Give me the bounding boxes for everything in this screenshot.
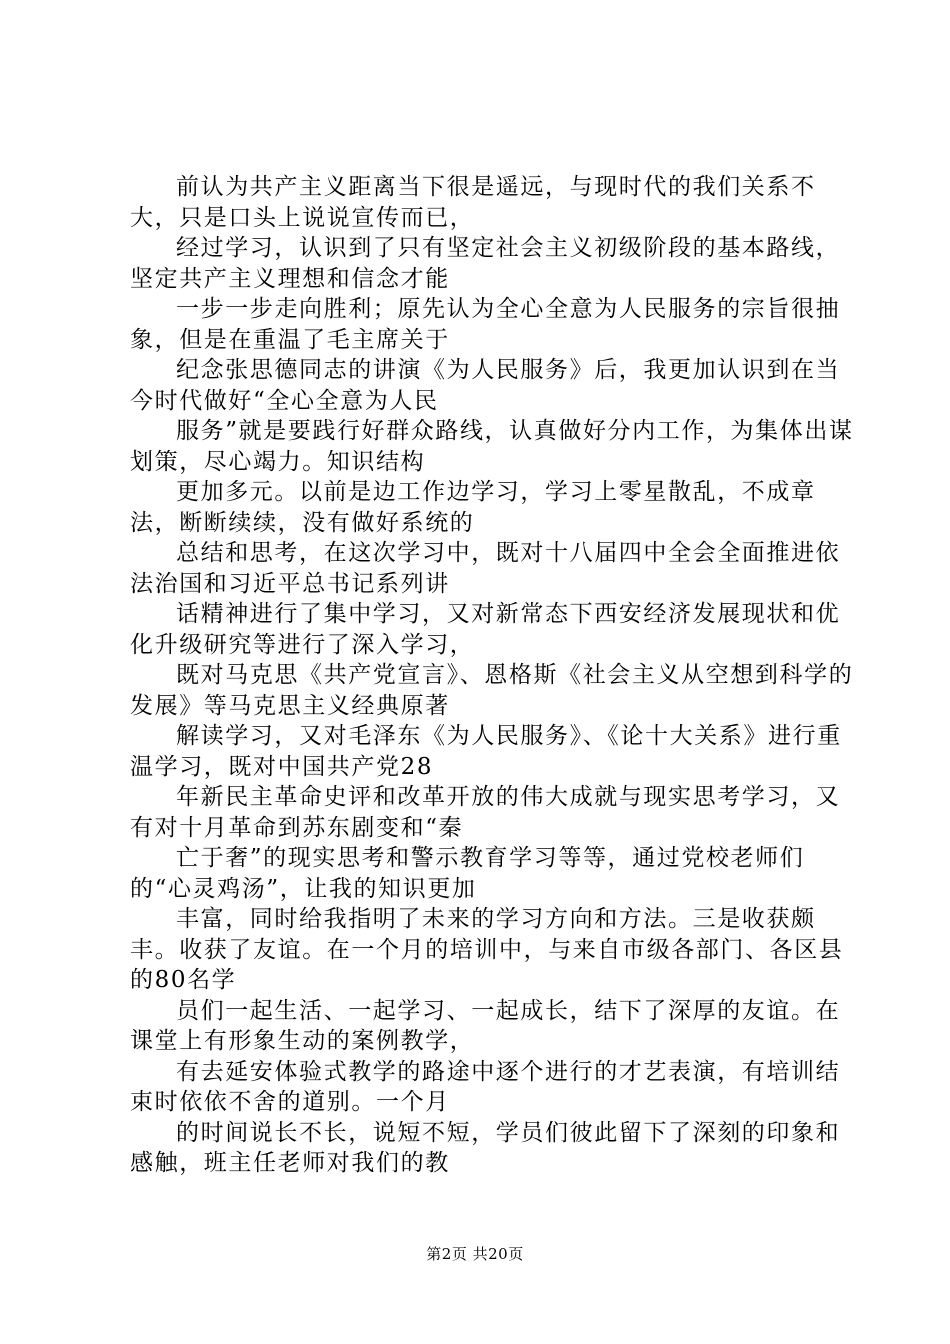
paragraph-14: 员们一起生活、一起学习、一起成长，结下了深厚的友谊。在课堂上有形象生动的案例教学，: [130, 997, 841, 1054]
paragraph-4: 纪念张思德同志的讲演《为人民服务》后，我更加认识到在当今时代做好“全心全意为人民: [130, 357, 841, 414]
paragraph-3: 一步一步走向胜利；原先认为全心全意为人民服务的宗旨很抽象，但是在重温了毛主席关于: [130, 296, 841, 353]
paragraph-8: 话精神进行了集中学习，又对新常态下西安经济发展现状和优化升级研究等进行了深入学习，: [130, 601, 841, 658]
paragraph-12: 亡于奢”的现实思考和警示教育学习等等，通过党校老师们的“心灵鸡汤”，让我的知识更加: [130, 845, 805, 902]
paragraph-5: 服务”就是要践行好群众路线，认真做好分内工作，为集体出谋划策，尽心竭力。知识结构: [130, 418, 854, 475]
paragraph-15: 有去延安体验式教学的路途中逐个进行的才艺表演，有培训结束时依依不舍的道别。一个月: [130, 1058, 841, 1115]
paragraph-16: 的时间说长不长，说短不短，学员们彼此留下了深刻的印象和感触，班主任老师对我们的教: [130, 1119, 841, 1176]
paragraph-7: 总结和思考，在这次学习中，既对十八届四中全会全面推进依法治国和习近平总书记系列讲: [130, 540, 841, 597]
document-body: [130, 172, 860, 1179]
paragraph-1: 前认为共产主义距离当下很是遥远，与现时代的我们关系不大，只是口头上说说宣传而已，: [130, 174, 816, 231]
paragraph-6: 更加多元。以前是边工作边学习，学习上零星散乱，不成章法，断断续续，没有做好系统的: [130, 479, 816, 536]
page-number-footer: 第2页 共20页: [426, 1245, 524, 1263]
paragraph-13: 丰富，同时给我指明了未来的学习方向和方法。三是收获颇丰。收获了友谊。在一个月的培训中，与来自市级各部门、各区县的80名学: [130, 906, 844, 993]
paragraph-10: 解读学习，又对毛泽东《为人民服务》、《论十大关系》进行重温学习，既对中国共产党28: [130, 723, 842, 780]
paragraph-9: 既对马克思《共产党宣言》、恩格斯《社会主义从空想到科学的发展》等马克思主义经典原著: [130, 662, 854, 719]
paragraph-2: 经过学习，认识到了只有坚定社会主义初级阶段的基本路线，坚定共产主义理想和信念才能: [130, 235, 841, 292]
paragraph-11: 年新民主革命史评和改革开放的伟大成就与现实思考学习，又有对十月革命到苏东剧变和“秦: [130, 784, 841, 841]
